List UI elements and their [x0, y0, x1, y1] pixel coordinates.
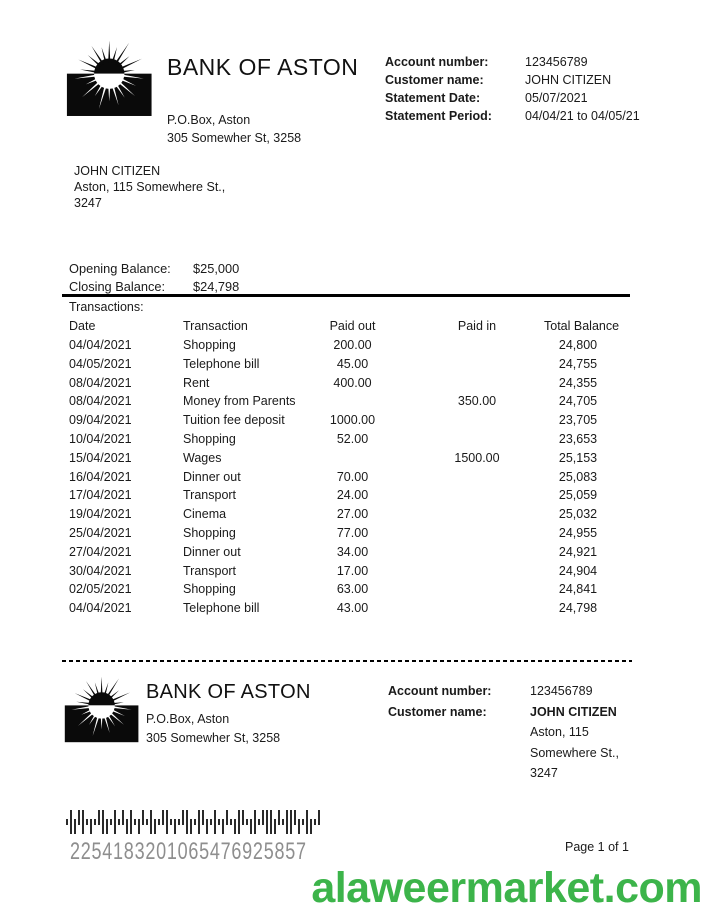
cell-date: 19/04/2021: [69, 507, 132, 522]
column-header-total_balance: Total Balance: [544, 319, 620, 333]
barcode-bar: [282, 819, 284, 825]
footer-customer-address-line1: Aston, 115: [530, 725, 589, 739]
cell-total_balance: 25,083: [558, 469, 598, 484]
footer-labels: [388, 681, 530, 784]
cell-date: 09/04/2021: [69, 413, 132, 428]
barcode-bar: [258, 819, 260, 825]
cell-date: 04/04/2021: [69, 601, 132, 616]
cell-paid_out: 400.00: [333, 375, 372, 390]
barcode-bar: [290, 810, 292, 834]
cell-date: 30/04/2021: [69, 563, 132, 578]
barcode-bar: [134, 819, 136, 825]
barcode-bar: [94, 819, 96, 825]
cell-transaction: Shopping: [183, 525, 236, 540]
cell-paid_in: [410, 599, 544, 618]
barcode-bar: [170, 819, 172, 825]
cell-paid_out: [295, 449, 410, 468]
cell-total_balance: 24,841: [558, 582, 598, 597]
statement-period-label: Statement Period:: [385, 109, 492, 123]
barcode-bar: [238, 810, 240, 834]
page-indicator: Page 1 of 1: [565, 840, 629, 854]
cell-transaction: Dinner out: [183, 469, 241, 484]
cell-date: 08/04/2021: [69, 394, 132, 409]
column-header-paid_in: Paid in: [457, 319, 497, 333]
column-header-date: Date: [69, 319, 96, 333]
barcode-bar: [286, 810, 288, 834]
barcode-bar: [294, 810, 296, 825]
footer-account-number-value: 123456789: [530, 684, 593, 698]
barcode: [66, 810, 322, 834]
cell-paid_out: 34.00: [336, 544, 369, 559]
barcode-bar: [250, 819, 252, 834]
bank-address-line1: P.O.Box, Aston: [167, 113, 251, 127]
barcode-bar: [78, 810, 80, 825]
cell-transaction: Shopping: [183, 431, 236, 446]
cell-total_balance: 24,955: [558, 525, 598, 540]
cell-transaction: Cinema: [183, 507, 227, 522]
cell-transaction: Shopping: [183, 582, 236, 597]
statement-period-value: 04/04/21 to 04/05/21: [525, 109, 640, 123]
cell-date: 04/04/2021: [69, 338, 132, 352]
cell-transaction: Tuition fee deposit: [183, 413, 285, 428]
cell-paid_in: [410, 562, 544, 581]
customer-name-value: JOHN CITIZEN: [525, 73, 612, 87]
cell-paid_in: [410, 468, 544, 487]
barcode-bar: [254, 810, 256, 834]
account-number-label: Account number:: [385, 55, 489, 69]
cell-total_balance: 24,921: [558, 544, 598, 559]
barcode-bar: [166, 810, 168, 834]
barcode-bar: [158, 819, 160, 825]
cell-paid_in: 1500.00: [454, 450, 500, 465]
barcode-bar: [190, 819, 192, 834]
barcode-bar: [162, 810, 164, 825]
barcode-bar: [302, 819, 304, 825]
cell-date: 02/05/2021: [69, 582, 132, 597]
footer-bank-address-line2: 305 Somewher St, 3258: [146, 731, 281, 745]
cell-total_balance: 24,800: [558, 338, 598, 352]
cell-paid_in: [410, 374, 544, 393]
balances-block: [69, 260, 239, 297]
barcode-bar: [310, 819, 312, 834]
cell-total_balance: 25,153: [558, 450, 598, 465]
cell-paid_out: 27.00: [336, 507, 369, 522]
cell-paid_out: 52.00: [336, 431, 369, 446]
barcode-bar: [154, 819, 156, 834]
cell-paid_in: [410, 543, 544, 562]
cell-paid_out: 17.00: [336, 563, 369, 578]
cell-paid_in: [410, 430, 544, 449]
barcode-bar: [110, 819, 112, 825]
bank-logo-footer: [64, 670, 144, 744]
barcode-bar: [70, 810, 72, 834]
cell-transaction: Wages: [183, 450, 222, 465]
cell-transaction: Telephone bill: [183, 356, 260, 371]
cell-paid_in: [410, 505, 544, 524]
footer-customer-address-line3: 3247: [530, 766, 558, 780]
cell-date: 15/04/2021: [69, 450, 132, 465]
barcode-bar: [278, 810, 280, 825]
closing-balance-label: Closing Balance:: [69, 279, 166, 295]
cell-total_balance: 24,355: [558, 375, 598, 390]
barcode-bar: [126, 819, 128, 834]
cell-paid_in: [410, 411, 544, 430]
barcode-bar: [86, 819, 88, 825]
cell-total_balance: 24,705: [558, 394, 598, 409]
barcode-bar: [270, 810, 272, 834]
cell-date: 08/04/2021: [69, 375, 132, 390]
cell-transaction: Rent: [183, 375, 210, 390]
footer-bank-address-line1: P.O.Box, Aston: [146, 712, 230, 726]
statement-date-value: 05/07/2021: [525, 91, 588, 105]
barcode-bar: [218, 819, 220, 825]
cell-date: 16/04/2021: [69, 469, 132, 484]
separator-line: [62, 294, 630, 297]
footer-customer-name-label: Customer name:: [388, 704, 487, 719]
barcode-bar: [182, 810, 184, 825]
statement-date-label: Statement Date:: [385, 91, 481, 105]
barcode-bar: [74, 819, 76, 834]
barcode-bar: [274, 819, 276, 834]
footer-bank-name: BANK OF ASTON: [146, 681, 311, 703]
cell-paid_out: 1000.00: [329, 413, 376, 428]
cell-total_balance: 24,798: [558, 601, 598, 616]
barcode-bar: [226, 810, 228, 825]
barcode-bar: [106, 819, 108, 834]
transactions-table-header: [69, 317, 620, 336]
cell-paid_out: 77.00: [336, 525, 369, 540]
barcode-bar: [138, 819, 140, 834]
addressee-name: JOHN CITIZEN: [74, 164, 161, 178]
cell-date: 10/04/2021: [69, 431, 132, 446]
barcode-bar: [150, 810, 152, 834]
cell-transaction: Dinner out: [183, 544, 241, 559]
barcode-bar: [82, 810, 84, 834]
cell-transaction: Shopping: [183, 338, 236, 352]
cell-transaction: Transport: [183, 563, 237, 578]
barcode-bar: [174, 819, 176, 834]
footer-bank-address: [146, 710, 280, 748]
account-info-block: [385, 53, 640, 125]
bank-address-line2: 305 Somewher St, 3258: [167, 130, 302, 145]
addressee-line1: Aston, 115 Somewhere St.,: [74, 180, 226, 195]
barcode-bar: [246, 819, 248, 825]
barcode-bar: [66, 819, 68, 825]
transactions-table-body: [69, 336, 612, 618]
column-header-transaction: Transaction: [183, 319, 248, 333]
barcode-bar: [142, 810, 144, 825]
barcode-bar: [202, 810, 204, 825]
barcode-bar: [266, 810, 268, 834]
cell-total_balance: 24,755: [558, 356, 598, 371]
cell-total_balance: 25,059: [558, 488, 598, 503]
cell-paid_in: 350.00: [457, 394, 497, 409]
customer-name-label: Customer name:: [385, 73, 484, 87]
barcode-bar: [222, 819, 224, 834]
cell-total_balance: 25,032: [558, 507, 598, 522]
cell-paid_in: [410, 580, 544, 599]
cell-date: 27/04/2021: [69, 544, 132, 559]
cell-paid_out: 70.00: [336, 469, 369, 484]
column-header-paid_out: Paid out: [329, 319, 376, 333]
barcode-bar: [262, 810, 264, 825]
barcode-bar: [90, 819, 92, 834]
cell-paid_in: [410, 486, 544, 505]
cell-total_balance: 23,705: [558, 413, 598, 428]
barcode-bar: [98, 810, 100, 825]
cell-paid_in: [410, 355, 544, 374]
barcode-bar: [234, 819, 236, 834]
barcode-bar: [298, 819, 300, 834]
barcode-bar: [146, 819, 148, 825]
barcode-bar: [242, 810, 244, 825]
barcode-bar: [186, 810, 188, 834]
opening-balance-value: $25,000: [193, 261, 240, 276]
barcode-bar: [194, 819, 196, 825]
barcode-bar: [122, 810, 124, 825]
watermark-text: alaweermarket.com: [311, 864, 702, 912]
addressee-block: [74, 163, 225, 212]
cell-date: 17/04/2021: [69, 488, 132, 503]
cell-transaction: Money from Parents: [183, 394, 296, 409]
footer-values: [530, 681, 619, 784]
cell-paid_out: 45.00: [336, 356, 369, 371]
cell-paid_in: [410, 336, 544, 355]
footer-customer-name-value: JOHN CITIZEN: [530, 704, 617, 719]
barcode-bar: [178, 819, 180, 825]
cell-transaction: Transport: [183, 488, 237, 503]
bank-name: BANK OF ASTON: [167, 54, 359, 80]
closing-balance-value: $24,798: [193, 279, 240, 295]
barcode-bar: [210, 819, 212, 825]
cell-paid_out: 24.00: [336, 488, 369, 503]
barcode-bar: [102, 810, 104, 834]
barcode-bar: [318, 810, 320, 825]
addressee-line2: 3247: [74, 196, 102, 211]
dashed-divider: [62, 660, 632, 662]
barcode-bar: [206, 819, 208, 834]
bank-address: [167, 112, 301, 147]
barcode-bar: [114, 810, 116, 834]
cell-total_balance: 23,653: [558, 431, 598, 446]
sunburst-logo-icon: [66, 33, 158, 118]
barcode-bar: [214, 810, 216, 834]
barcode-bar: [230, 819, 232, 825]
cell-date: 04/05/2021: [69, 356, 132, 371]
cell-paid_out: 200.00: [333, 338, 372, 352]
sunburst-logo-icon: [64, 670, 144, 744]
footer-customer-address-line2: Somewhere St.,: [530, 745, 619, 760]
barcode-bar: [130, 810, 132, 834]
cell-paid_out: [295, 392, 410, 411]
barcode-bar: [118, 819, 120, 825]
transactions-title: Transactions:: [69, 300, 144, 314]
opening-balance-label: Opening Balance:: [69, 261, 171, 276]
cell-paid_out: 63.00: [336, 582, 369, 597]
bank-logo: [66, 33, 158, 118]
footer-account-number-label: Account number:: [388, 684, 492, 698]
barcode-bar: [306, 810, 308, 834]
cell-paid_in: [410, 524, 544, 543]
footer-account-info-block: [388, 681, 619, 784]
cell-paid_out: 43.00: [336, 601, 369, 616]
cell-transaction: Telephone bill: [183, 601, 260, 616]
barcode-bar: [198, 810, 200, 834]
barcode-number: 2254183201065476925857: [70, 838, 307, 865]
cell-total_balance: 24,904: [558, 563, 598, 578]
cell-date: 25/04/2021: [69, 525, 132, 540]
account-number-value: 123456789: [525, 55, 588, 69]
barcode-bar: [314, 819, 316, 825]
